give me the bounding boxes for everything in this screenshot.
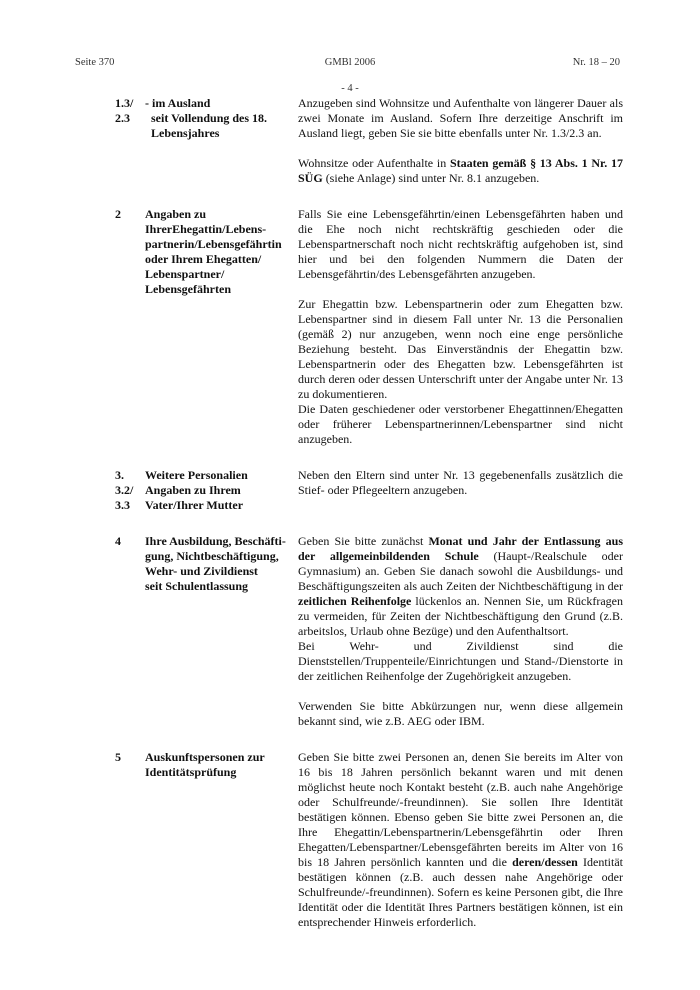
section-heading-line: Angaben zu	[145, 207, 207, 221]
section-heading-line: Vater/Ihrer Mutter	[145, 498, 244, 512]
section-number-line: 3.2/	[115, 483, 134, 497]
section-heading-line: Angaben zu Ihrem	[145, 483, 241, 497]
text-run: Verwenden Sie bitte Abkürzungen nur, wenn diese allgemein bekannt sind, wie z.B. AEG oder IBM.	[298, 699, 623, 728]
section-heading	[145, 534, 298, 729]
section-heading-line: Identitätsprüfung	[145, 765, 237, 779]
bold-text-run: Monat und Jahr der Entlassung aus der allgemeinbildenden Schule	[298, 534, 624, 563]
section-number-line: 4	[115, 534, 121, 548]
section-row	[115, 534, 623, 729]
bold-text-run: Staaten gemäß § 13 Abs. 1 Nr. 17 SÜG	[298, 156, 623, 185]
section-number	[115, 534, 145, 729]
section-heading-line: partnerin/Lebensgefährtin	[145, 237, 282, 251]
section-heading	[145, 468, 298, 513]
text-run: Falls Sie eine Lebensgefährtin/einen Lebensgefährten haben und die Ehe noch nicht rechtskräftig geschieden oder die Lebenspartnerschaft noch nicht rechtskräftig aufgehoben ist, sind hier und bei den folgenden Nummern die Daten der Lebensgefährtin/des Lebensgefährten anzugeben.	[298, 207, 623, 281]
section-heading	[145, 96, 298, 186]
section-heading-line: gung, Nichtbeschäftigung,	[145, 549, 279, 563]
section-heading-line: seit Schulentlassung	[145, 579, 249, 593]
page-label: Seite 370	[75, 57, 115, 68]
instructions-table	[115, 96, 623, 951]
text-run: Geben Sie bitte zunächst	[298, 534, 429, 548]
section-row	[115, 207, 623, 447]
text-run: Identität bestätigen können (z.B. auch dessen nahe Angehörige oder Schulfreunde/-freundinnen). Sofern es keine Personen gibt, die Ihre Identität oder die Identität Ihres Partners bestätigen können, ist ein entsprechender Hinweis erforderlich.	[298, 855, 623, 929]
bold-text-run: zeitlichen Reihenfolge	[298, 594, 412, 608]
section-heading-line: seit Vollendung des 18.	[145, 111, 268, 125]
text-run: Wohnsitze oder Aufenthalte in	[298, 156, 450, 170]
section-text	[298, 750, 623, 930]
journal-label: GMBl 2006	[324, 57, 376, 68]
section-heading-line: Lebensgefährten	[145, 282, 231, 296]
section-number-line: 2.3	[115, 111, 130, 125]
paragraph	[298, 699, 623, 729]
text-run: Anzugeben sind Wohnsitze und Aufenthalte von längerer Dauer als zwei Monate im Ausland. Sofern Ihre derzeitige Anschrift im Ausland liegt, geben Sie sie bitte ebenfalls unter Nr. 1.3/2.3 an.	[298, 96, 623, 140]
section-text	[298, 207, 623, 447]
section-number-line: 2	[115, 207, 121, 221]
text-run: Neben den Eltern sind unter Nr. 13 gegebenenfalls zusätzlich die Stief- oder Pflegeeltern anzugeben.	[298, 468, 623, 497]
section-heading-line: oder Ihrem Ehegatten/	[145, 252, 262, 266]
issue-label: Nr. 18 – 20	[572, 57, 620, 68]
section-text	[298, 534, 623, 729]
section-row	[115, 750, 623, 930]
bold-text-run: deren/dessen	[512, 855, 578, 869]
text-run: (siehe Anlage) sind unter Nr. 8.1 anzugeben.	[322, 171, 540, 185]
paragraph	[298, 207, 623, 282]
section-heading	[145, 750, 298, 930]
section-row	[115, 468, 623, 513]
paragraph	[298, 156, 623, 186]
text-run: Die Daten geschiedener oder verstorbener Ehegattinnen/Ehegatten oder früherer Lebenspartnerinnen/Lebenspartner sind nicht anzugeben.	[298, 402, 623, 446]
section-heading	[145, 207, 298, 447]
section-text	[298, 96, 623, 186]
section-number-line: 3.3	[115, 498, 130, 512]
section-heading-line: Weitere Personalien	[145, 468, 248, 482]
text-run: Zur Ehegattin bzw. Lebenspartnerin oder zum Ehegatten bzw. Lebenspartner sind in diesem Fall unter Nr. 13 die Personalien (gemäß 2) nur anzugeben, wenn noch eine enge persönliche Beziehung besteht. Das Einverständnis der Ehegattin bzw. Lebenspartnerin oder des Ehegatten bzw. Lebensgefährten ist durch deren oder dessen Unterschrift unter der Angabe unter Nr. 13 zu dokumentieren.	[298, 297, 623, 401]
section-number	[115, 207, 145, 447]
paragraph	[298, 297, 623, 447]
section-number-line: 1.3/	[115, 96, 134, 110]
section-heading-line: Lebensjahres	[145, 126, 220, 140]
section-heading-line: Auskunftspersonen zur	[145, 750, 265, 764]
text-run: lückenlos an. Nennen Sie, um Rückfragen zu vermeiden, für Zeiten der Nichtbeschäftigung den Grund (z.B. arbeitslos, Urlaub ohne Bezüge) und den Aufenthaltsort.	[298, 594, 624, 638]
section-heading-line: - im Ausland	[145, 96, 211, 110]
text-run: Bei Wehr- und Zivildienst sind die Dienststellen/Truppenteile/Einrichtungen und Stand-/Dienstorte in der zeitlichen Reihenfolge der Zugehörigkeit anzugeben.	[298, 639, 623, 683]
section-heading-line: IhrerEhegattin/Lebens-	[145, 222, 267, 236]
section-row	[115, 96, 623, 186]
section-heading-line: Ihre Ausbildung, Beschäfti-	[145, 534, 286, 548]
text-run: Geben Sie bitte zwei Personen an, denen Sie bereits im Alter von 16 bis 18 Jahren persönlich bekannt waren und mit denen möglichst heute noch Kontakt besteht (z.B. auch nahe Angehörige oder Schulfreunde/-freundinnen). Sie sollen Ihre Identität bestätigen können. Ebenso geben Sie bitte zwei Personen an, die Ihre Ehegattin/Lebenspartnerin/Lebensgefährtin oder Ihren Ehegatten/Lebenspartner/Lebensgefährten bereits im Alter von 16 bis 18 Jahren persönlich kannten und die	[298, 750, 623, 869]
section-number-line: 5	[115, 750, 121, 764]
section-heading-line: Lebenspartner/	[145, 267, 225, 281]
text-run: (Haupt-/Realschule oder Gymnasium) an. Geben Sie danach sowohl die Ausbildungs- und Beschäftigungszeiten als auch Zeiten der Nichtbeschäftigung in der	[298, 549, 623, 593]
paragraph	[298, 750, 623, 930]
paragraph	[298, 534, 623, 684]
section-number	[115, 468, 145, 513]
section-text	[298, 468, 623, 513]
section-heading-line: Wehr- und Zivildienst	[145, 564, 258, 578]
paragraph	[298, 96, 623, 141]
section-number	[115, 750, 145, 930]
section-number	[115, 96, 145, 186]
section-number-line: 3.	[115, 468, 124, 482]
page-number: - 4 -	[341, 83, 359, 94]
paragraph	[298, 468, 623, 498]
